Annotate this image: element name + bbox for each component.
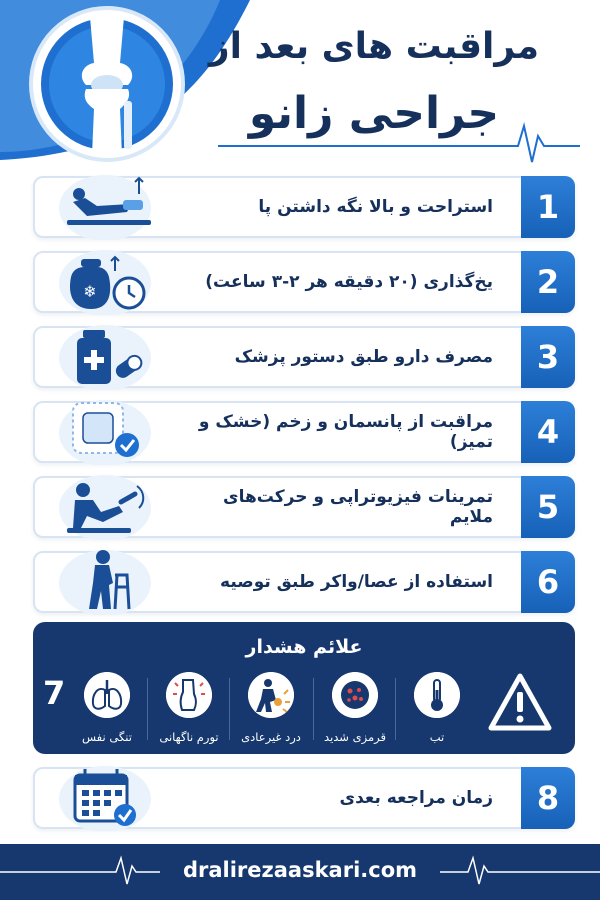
step-label: زمان مراجعه بعدی <box>339 788 493 808</box>
knee-joint-icon <box>28 5 186 163</box>
step-card-1 <box>33 176 575 238</box>
step-label: استفاده از عصا/واکر طبق توصیه <box>220 572 493 592</box>
warning-title: علائم هشدار <box>245 636 363 658</box>
step-number: 4 <box>521 401 575 463</box>
website-link[interactable]: dralirezaaskari.com <box>182 858 418 882</box>
knee-pain-icon <box>248 672 294 718</box>
step-number: 6 <box>521 551 575 613</box>
step-card-6 <box>33 551 575 613</box>
thermometer-icon <box>414 672 460 718</box>
step-card-2 <box>33 251 575 313</box>
step-number: 3 <box>521 326 575 388</box>
step-card-3 <box>33 326 575 388</box>
page-title-line2: جراحی زانو <box>248 88 500 139</box>
heartbeat-line <box>218 118 580 166</box>
step-number: 2 <box>521 251 575 313</box>
step-label: استراحت و بالا نگه داشتن پا <box>258 197 493 217</box>
symptom-pain <box>233 672 309 748</box>
divider <box>313 678 314 740</box>
step-card-8 <box>33 767 575 829</box>
symptom-label: قرمزی شدید <box>324 730 386 744</box>
step-label: مراقبت از پانسمان و زخم (خشک و تمیز) <box>198 412 493 452</box>
lungs-icon <box>84 672 130 718</box>
step-label: یخ‌گذاری (۲۰ دقیقه هر ۲-۳ ساعت) <box>205 272 493 292</box>
step-card-5 <box>33 476 575 538</box>
step-number: 5 <box>521 476 575 538</box>
warning-triangle-icon <box>487 672 553 734</box>
symptom-label: تب <box>429 730 445 744</box>
divider <box>229 678 230 740</box>
step-number: 1 <box>521 176 575 238</box>
symptom-label: تورم ناگهانی <box>159 730 219 744</box>
symptom-label: درد غیرعادی <box>241 730 301 744</box>
leg-swelling-icon <box>166 672 212 718</box>
leg-elevation-icon <box>57 172 153 240</box>
walker-icon <box>57 547 153 615</box>
step-number: 8 <box>521 767 575 829</box>
bandage-check-icon <box>57 397 153 465</box>
divider <box>395 678 396 740</box>
step-label: مصرف دارو طبق دستور پزشک <box>234 347 493 367</box>
divider <box>147 678 148 740</box>
step-number: 7 <box>43 674 66 712</box>
step-card-4 <box>33 401 575 463</box>
symptom-fever <box>399 672 475 748</box>
page-title-line1: مراقبت های بعد از <box>208 26 540 67</box>
physiotherapy-icon <box>57 472 153 540</box>
medicine-icon <box>57 322 153 390</box>
step-label: تمرینات فیزیوتراپی و حرکت‌های ملایم <box>223 487 493 527</box>
warning-signs-panel <box>33 622 575 754</box>
ice-pack-clock-icon <box>57 247 153 315</box>
symptom-breathlessness <box>69 672 145 748</box>
footer-bar <box>0 844 600 900</box>
symptom-label: تنگی نفس <box>82 730 132 744</box>
calendar-check-icon <box>57 763 153 831</box>
symptom-redness <box>317 672 393 748</box>
svg-text:❄: ❄ <box>83 282 97 301</box>
symptom-swelling <box>151 672 227 748</box>
redness-icon <box>332 672 378 718</box>
